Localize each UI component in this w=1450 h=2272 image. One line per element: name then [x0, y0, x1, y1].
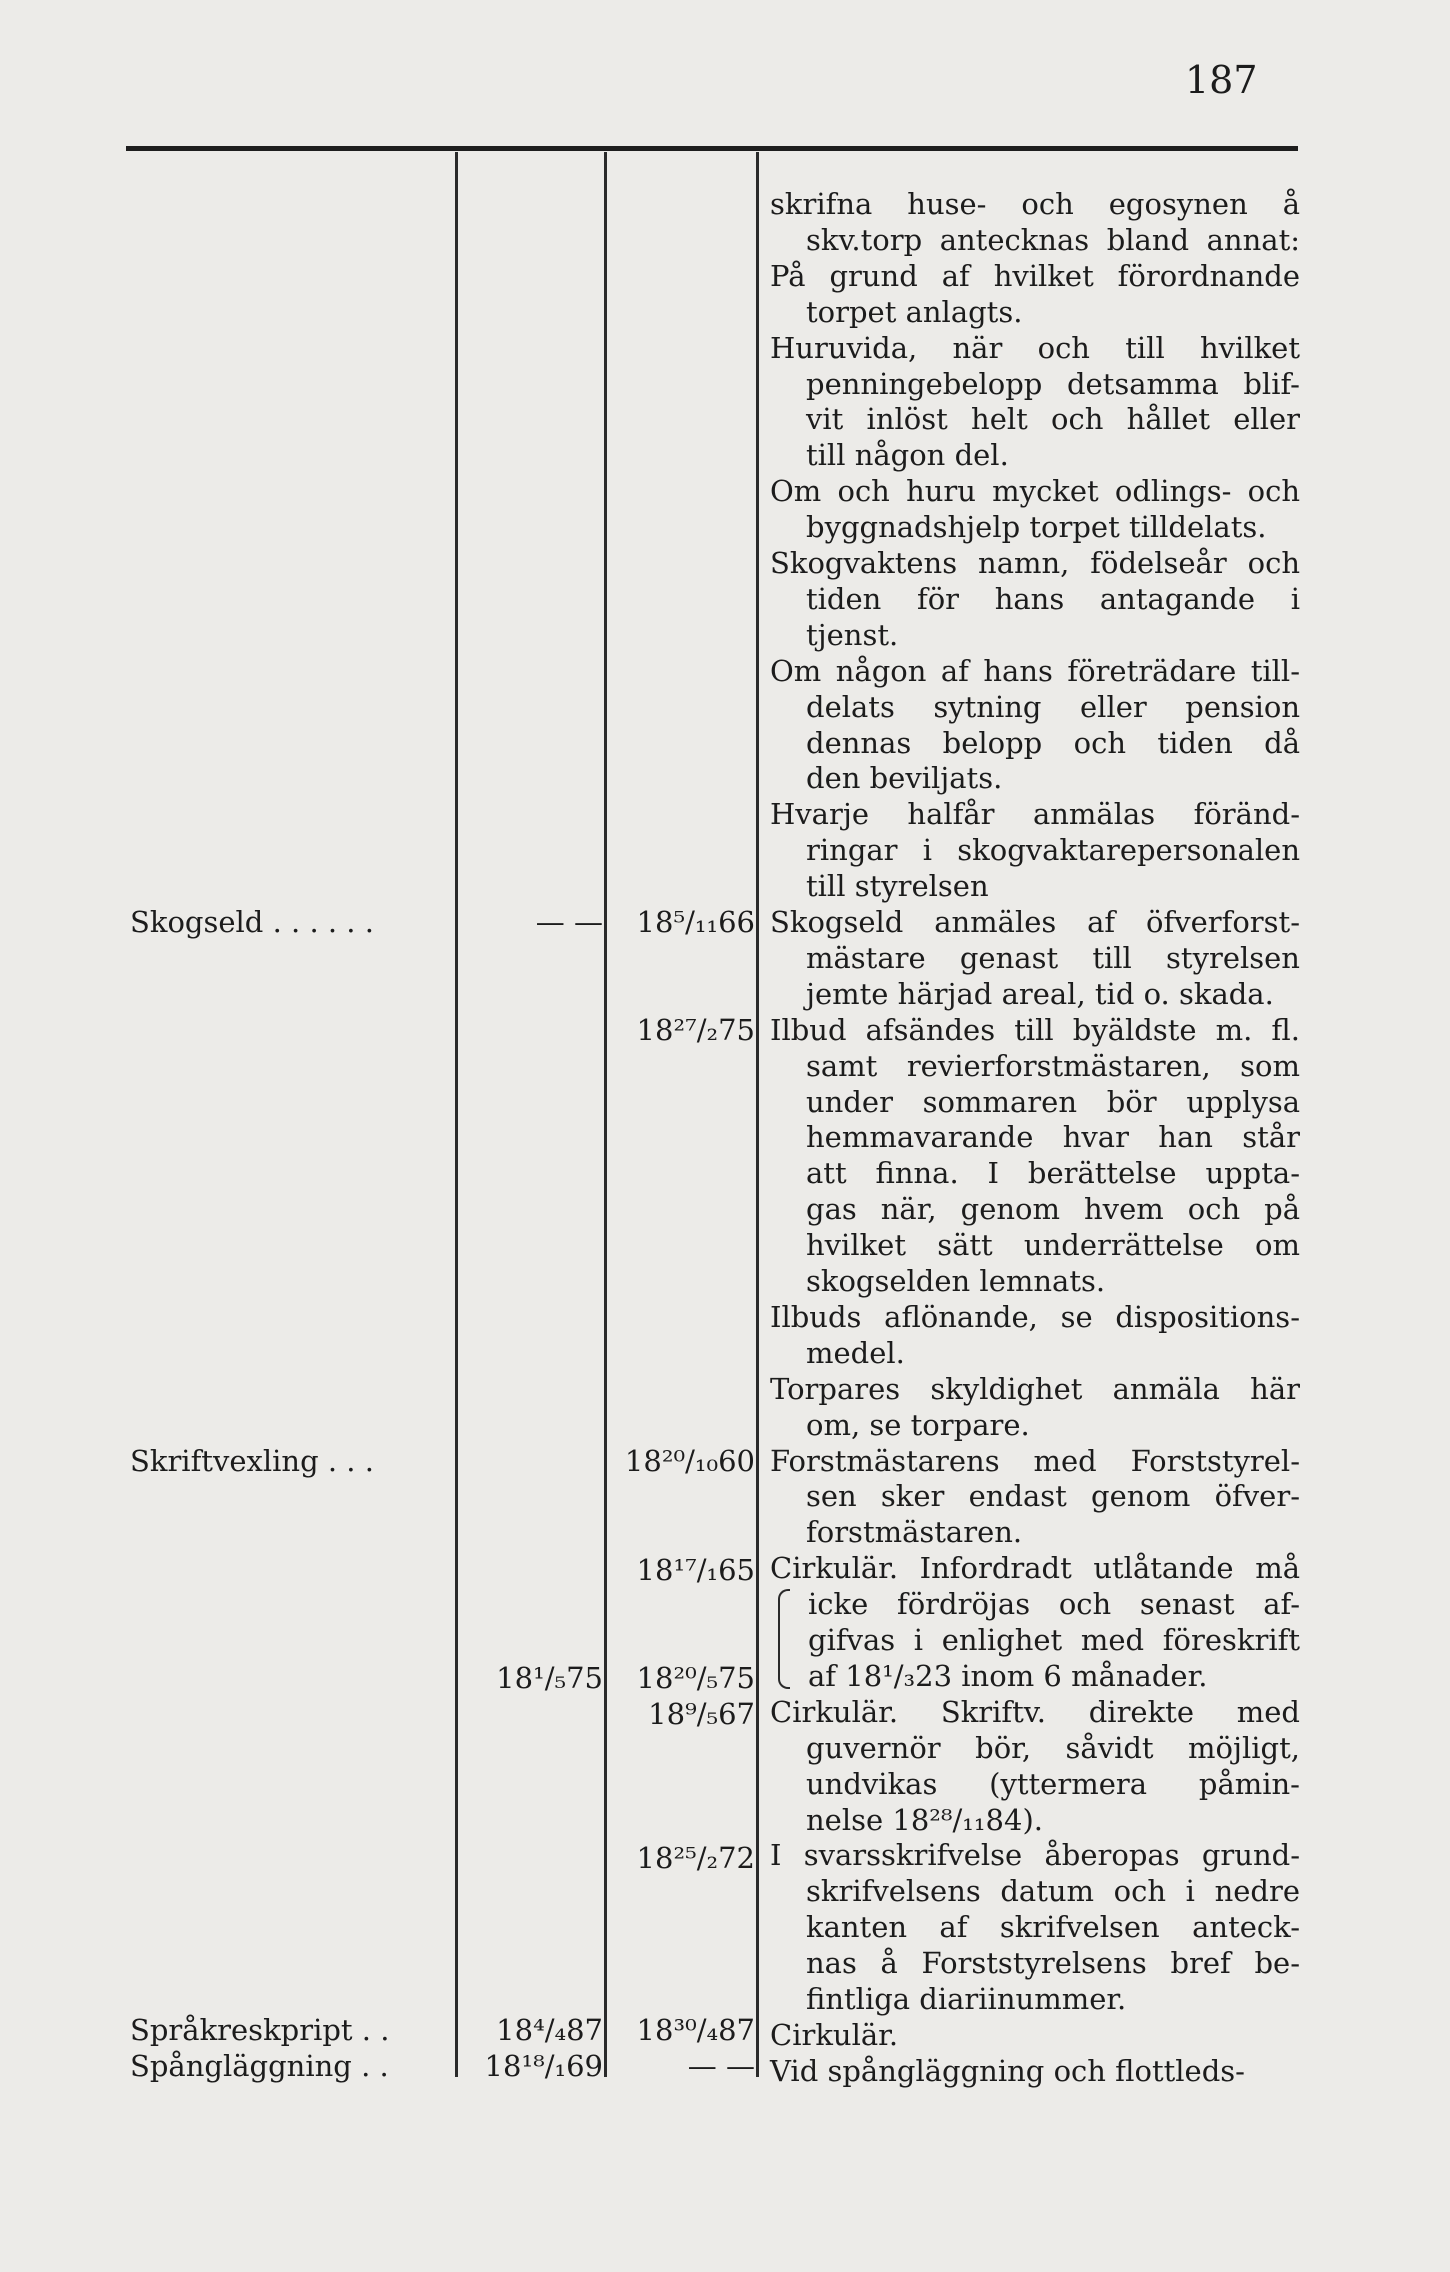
text-line: medel. — [806, 1335, 905, 1370]
text-line: torpet anlagts. — [806, 294, 1023, 329]
entry-date-2: 18²⁰/₁₀60 — [624, 1444, 755, 1478]
entry-label: Språkreskpript . . — [130, 2013, 390, 2047]
entry-date-1: 18¹/₅75 — [496, 1661, 603, 1695]
text-line: den beviljats. — [806, 761, 1003, 796]
entry-label — [130, 1660, 450, 1696]
entry-date-2: 18²⁷/₂75 — [636, 1013, 755, 1047]
header-rule — [126, 146, 1298, 151]
text-line: sen sker endast genom öfver- — [806, 1479, 1300, 1514]
text-line: af 18¹/₃23 inom 6 månader. — [808, 1658, 1208, 1693]
text-line: till någon del. — [806, 438, 1009, 473]
brace — [778, 1589, 790, 1689]
text-line: hemmavarande hvar han står — [806, 1120, 1300, 1155]
text-line: nelse 18²⁸/₁₁84). — [806, 1802, 1043, 1837]
text-line: forstmästaren. — [806, 1515, 1023, 1550]
entry-label — [130, 1552, 450, 1588]
entry-label: Skogseld . . . . . . — [130, 905, 374, 939]
text-line: Om någon af hans företrädare till- — [770, 653, 1300, 688]
text-line: Forstmästarens med Forststyrel- — [770, 1443, 1300, 1478]
text-line: icke fördröjas och senast af- — [808, 1587, 1300, 1622]
text-line: till styrelsen — [806, 869, 989, 904]
text-line: tiden för hans antagande i — [806, 581, 1300, 616]
entry-date-1 — [458, 1696, 603, 1732]
entry-date-1 — [458, 1012, 603, 1048]
page-number: 187 — [1185, 58, 1258, 102]
text-line: delats sytning eller pension — [806, 689, 1300, 724]
entry-label — [130, 1696, 450, 1732]
entry-label: Spångläggning . . — [130, 2049, 389, 2083]
text-line: Cirkulär. — [770, 2017, 899, 2052]
entry-date-2: 18¹⁷/₁65 — [636, 1553, 755, 1587]
entry-label — [130, 1012, 450, 1048]
entry-date-1: — — — [535, 905, 603, 939]
text-line: att finna. I berättelse uppta- — [806, 1156, 1300, 1191]
entry-date-2: 18⁵/₁₁66 — [636, 905, 755, 939]
entry-label — [130, 1840, 450, 1876]
text-line: gas när, genom hvem och på — [806, 1192, 1300, 1227]
entry-date-2: 18⁹/₅67 — [648, 1697, 755, 1731]
text-line: gifvas i enlighet med föreskrift — [808, 1623, 1300, 1657]
text-line: under sommaren bör upplysa — [806, 1084, 1300, 1119]
text-line: undvikas (yttermera påmin- — [806, 1766, 1300, 1801]
text-line: nas å Forststyrelsens bref be- — [806, 1946, 1300, 1981]
entry-date-1 — [458, 1443, 603, 1479]
text-line: guvernör bör, såvidt möjligt, — [806, 1730, 1300, 1765]
text-line: Ilbud afsändes till byäldste m. fl. — [770, 1012, 1300, 1047]
text-line: Ilbuds aflönande, se dispositions- — [770, 1299, 1300, 1334]
text-line: byggnadshjelp torpet tilldelats. — [806, 510, 1267, 545]
text-line: På grund af hvilket förordnande — [770, 258, 1300, 293]
text-line: Vid spångläggning och flottleds- — [770, 2053, 1245, 2088]
entry-date-1: 18¹⁸/₁69 — [484, 2049, 603, 2083]
entry-date-2: 18³⁰/₄87 — [636, 2013, 755, 2047]
text-line: fintliga diariinummer. — [806, 1982, 1127, 2016]
text-line: Hvarje halfår anmälas föränd- — [770, 797, 1300, 832]
text-line: vit inlöst helt och hållet eller — [806, 402, 1300, 437]
entry-label: Skriftvexling . . . — [130, 1444, 374, 1478]
text-line: jemte härjad areal, tid o. skada. — [806, 976, 1274, 1011]
column-divider-1 — [455, 152, 458, 2077]
entry-date-2: 18²⁵/₂72 — [636, 1841, 755, 1875]
text-line: tjenst. — [806, 617, 899, 652]
text-line: skv.torp antecknas bland annat: — [806, 222, 1300, 257]
text-line: Skogvaktens namn, födelseår och — [770, 546, 1300, 580]
text-line: ringar i skogvaktarepersonalen — [806, 833, 1300, 868]
text-line: penningebelopp detsamma blif- — [806, 366, 1300, 401]
text-line: Torpares skyldighet anmäla här — [770, 1371, 1300, 1406]
entry-date-2: 18²⁰/₅75 — [636, 1661, 755, 1695]
text-line: Huruvida, när och till hvilket — [770, 330, 1300, 365]
entry-date-1 — [458, 1840, 603, 1876]
text-line: dennas belopp och tiden då — [806, 725, 1300, 760]
text-line: skrifvelsens datum och i nedre — [806, 1874, 1300, 1909]
text-line: samt revierforstmästaren, som — [806, 1048, 1300, 1083]
text-line: hvilket sätt underrättelse om — [806, 1228, 1300, 1263]
text-line: skrifna huse- och egosynen å — [770, 187, 1300, 221]
entry-date-1: 18⁴/₄87 — [496, 2013, 603, 2047]
text-line: Cirkulär. Infordradt utlåtande må — [770, 1551, 1300, 1586]
column-divider-3 — [756, 152, 759, 2077]
entry-date-2: — — — [687, 2049, 755, 2083]
text-line: Skogseld anmäles af öfverforst- — [770, 905, 1300, 939]
entry-date-1 — [458, 1552, 603, 1588]
column-divider-2 — [604, 152, 607, 2077]
text-line: I svarsskrifvelse åberopas grund- — [770, 1838, 1300, 1873]
text-line: skogselden lemnats. — [806, 1264, 1106, 1298]
text-line: mästare genast till styrelsen — [806, 940, 1300, 975]
text-line: Cirkulär. Skriftv. direkte med — [770, 1694, 1300, 1729]
text-line: Om och huru mycket odlings- och — [770, 474, 1300, 509]
text-line: om, se torpare. — [806, 1407, 1030, 1442]
text-line: kanten af skrifvelsen anteck- — [806, 1910, 1300, 1945]
